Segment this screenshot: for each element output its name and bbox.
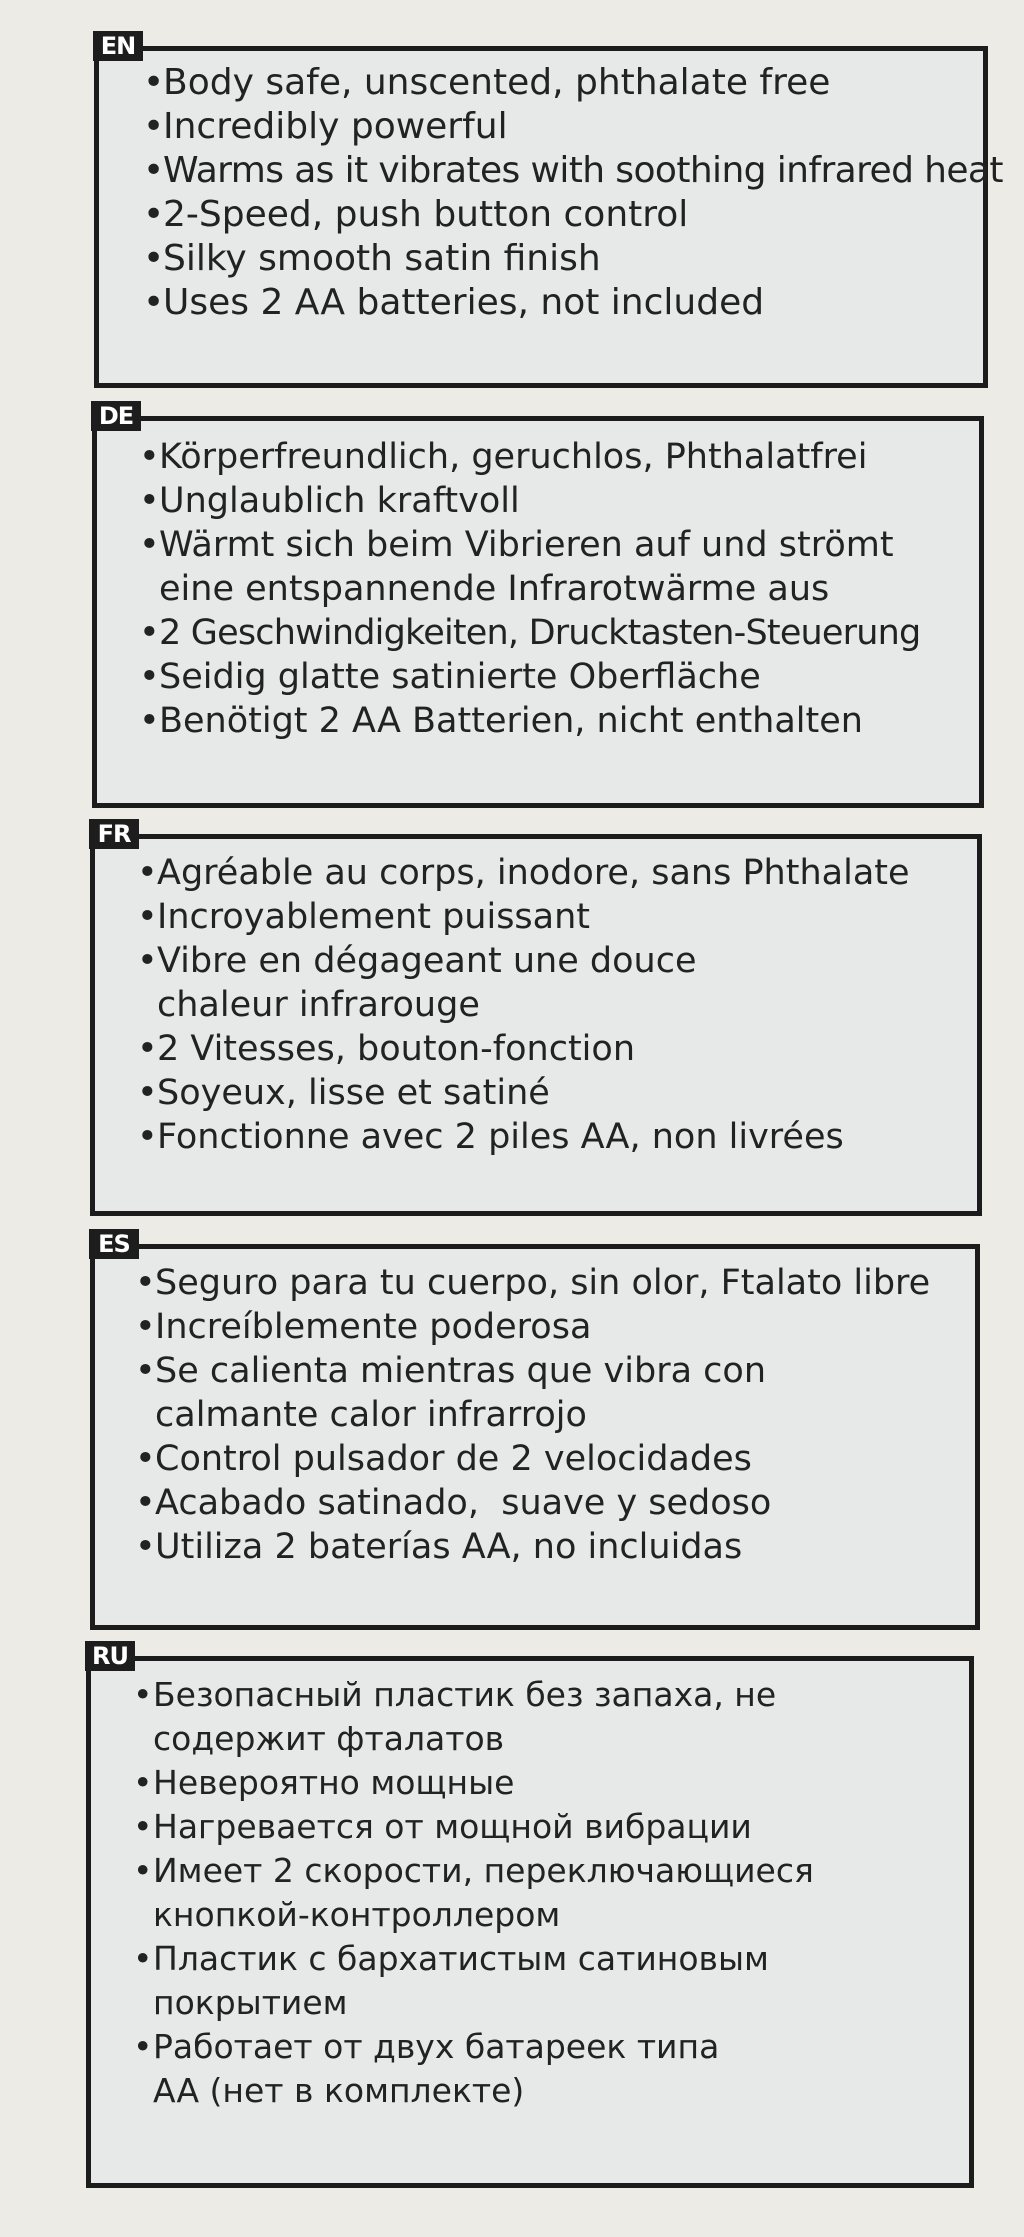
list-item: • Невероятно мощные (133, 1763, 515, 1802)
list-item: • Increíblemente poderosa (135, 1307, 592, 1347)
language-tag-fr: FR (89, 819, 139, 849)
list-item: • Control pulsador de 2 velocidades (135, 1439, 752, 1479)
list-item: • Vibre en dégageant une douce chaleur infrarouge (137, 941, 697, 1025)
list-item: • Uses 2 AA batteries, not included (143, 282, 765, 323)
section-ru (86, 1642, 974, 2188)
language-tag-es: ES (89, 1229, 139, 1259)
list-item: • Пластик с бархатистым сатиновым покрытием (133, 1939, 769, 2022)
list-item: • Seidig glatte satinierte Oberfläche (139, 657, 761, 697)
list-item: • 2 Vitesses, bouton-fonction (137, 1029, 636, 1069)
list-item: • Incroyablement puissant (137, 897, 591, 937)
list-item: • Acabado satinado, suave y sedoso (135, 1483, 772, 1523)
list-item: • Körperfreundlich, geruchlos, Phthalatfrei (139, 437, 868, 477)
language-tag-de: DE (91, 401, 141, 431)
list-item: • Работает от двух батареек типа AA (нет в комплекте) (133, 2027, 720, 2110)
language-tag-en: EN (93, 31, 143, 61)
feature-list-fr (137, 851, 977, 1159)
list-item: • Silky smooth satin finish (143, 238, 601, 279)
list-item: • Fonctionne avec 2 piles AA, non livrées (137, 1117, 844, 1157)
list-item: • Utiliza 2 baterías AA, no incluidas (135, 1527, 743, 1567)
list-item: • Безопасный пластик без запаха, не содержит фталатов (133, 1675, 777, 1758)
list-item: • Unglaublich kraftvoll (139, 481, 520, 521)
list-item: • Seguro para tu cuerpo, sin olor, Ftalato libre (135, 1263, 931, 1303)
list-item: • Se calienta mientras que vibra con calmante calor infrarrojo (135, 1351, 766, 1435)
section-fr (90, 820, 982, 1216)
feature-list-ru (133, 1673, 969, 2113)
list-item: • 2-Speed, push button control (143, 194, 689, 235)
section-de (92, 402, 984, 808)
feature-list-es (135, 1261, 975, 1569)
list-item: • Body safe, unscented, phthalate free (143, 62, 831, 103)
list-item: • Incredibly powerful (143, 106, 508, 147)
language-tag-ru: RU (85, 1641, 135, 1671)
list-item: • Benötigt 2 AA Batterien, nicht enthalten (139, 701, 863, 741)
list-item: • Нагревается от мощной вибрации (133, 1807, 752, 1846)
section-es (90, 1230, 980, 1630)
feature-list-en (143, 61, 1003, 325)
list-item: • 2 Geschwindigkeiten, Drucktasten-Steuerung (139, 613, 921, 653)
list-item: • Warms as it vibrates with soothing infrared heat (143, 150, 1003, 191)
section-en (94, 32, 1003, 388)
list-item: • Soyeux, lisse et satiné (137, 1073, 550, 1113)
list-item: • Wärmt sich beim Vibrieren auf und strömt eine entspannende Infrarotwärme aus (139, 525, 894, 609)
list-item: • Agréable au corps, inodore, sans Phthalate (137, 853, 910, 893)
feature-list-de (139, 435, 979, 743)
list-item: • Имеет 2 скорости, переключающиеся кнопкой-контроллером (133, 1851, 814, 1934)
